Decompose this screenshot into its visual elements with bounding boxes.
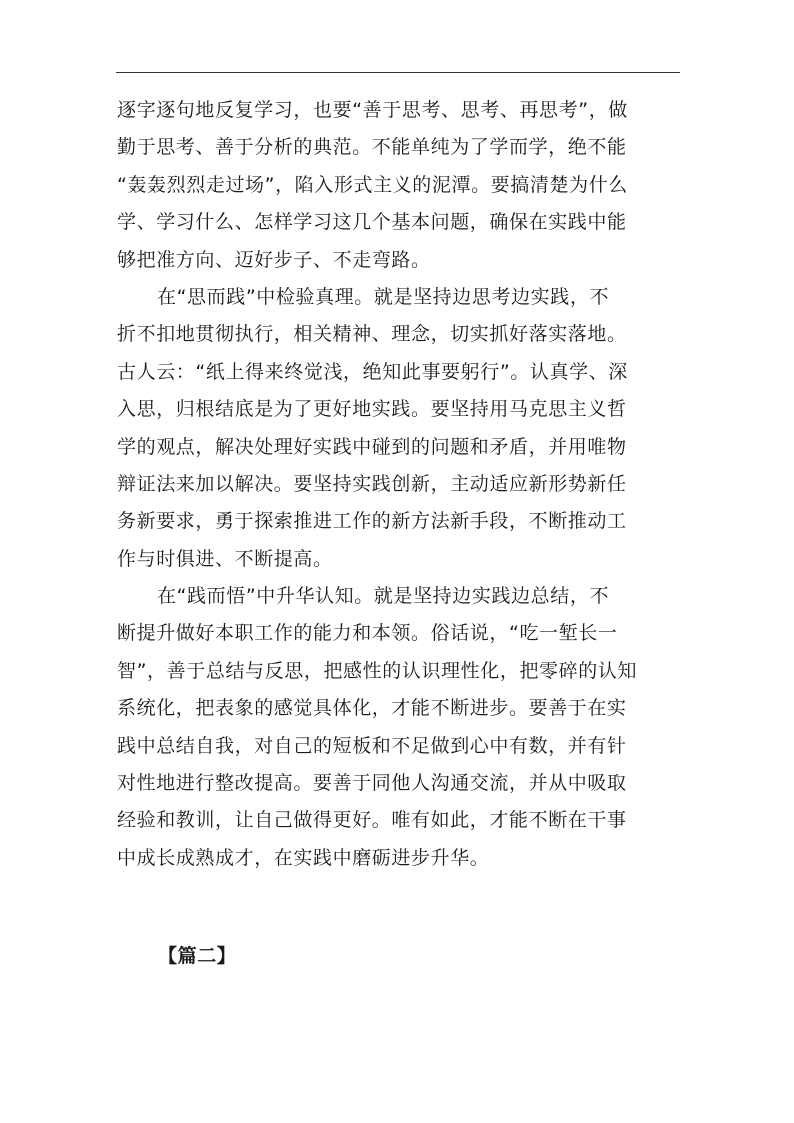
paragraph-line: 智”，善于总结与反思，把感性的认识理性化，把零碎的认知 <box>117 659 638 682</box>
paragraph-3 <box>117 578 682 877</box>
paragraph-line: 在“践而悟”中升华认知。就是坚持边实践边总结，不 <box>157 585 610 608</box>
paragraph-line: 务新要求，勇于探索推进工作的新方法新手段，不断推动工 <box>117 510 627 533</box>
paragraph-line: 践中总结自我，对自己的短板和不足做到心中有数，并有针 <box>117 734 627 757</box>
paragraph-2 <box>117 279 682 578</box>
paragraph-line: 系统化，把表象的感觉具体化，才能不断进步。要善于在实 <box>117 697 627 720</box>
paragraph-line: 古人云：“纸上得来终觉浅，绝知此事要躬行”。认真学、深 <box>117 360 628 383</box>
paragraph-line: 入思，归根结底是为了更好地实践。要坚持用马克思主义哲 <box>117 398 627 421</box>
paragraph-line: 学的观点，解决处理好实践中碰到的问题和矛盾，并用唯物 <box>117 435 627 458</box>
body-text <box>117 92 682 877</box>
paragraph-1 <box>117 92 682 279</box>
paragraph-line: 折不扣地贯彻执行，相关精神、理念，切实抓好落实落地。 <box>117 323 627 346</box>
header-rule <box>116 72 680 73</box>
paragraph-line: 断提升做好本职工作的能力和本领。俗话说，“吃一堑长一 <box>117 622 618 645</box>
paragraph-line: 中成长成熟成才，在实践中磨砺进步升华。 <box>117 846 490 869</box>
paragraph-line: 辩证法来加以解决。要坚持实践创新，主动适应新形势新任 <box>117 472 627 495</box>
paragraph-line: 经验和教训，让自己做得更好。唯有如此，才能不断在干事 <box>117 809 627 832</box>
paragraph-line: 勤于思考、善于分析的典范。不能单纯为了学而学，绝不能 <box>117 136 627 159</box>
paragraph-line: 在“思而践”中检验真理。就是坚持边思考边实践，不 <box>157 285 610 308</box>
paragraph-line: 对性地进行整改提高。要善于同他人沟通交流，并从中吸取 <box>117 772 627 795</box>
paragraph-line: “轰轰烈烈走过场”，陷入形式主义的泥潭。要搞清楚为什么 <box>117 173 628 196</box>
paragraph-line: 作与时俱进、不断提高。 <box>117 547 333 570</box>
section-heading: 【篇二】 <box>158 945 237 967</box>
paragraph-line: 逐字逐句地反复学习，也要“善于思考、思考、再思考”，做 <box>117 99 628 121</box>
paragraph-line: 学、学习什么、怎样学习这几个基本问题，确保在实践中能 <box>117 211 627 234</box>
paragraph-line: 够把准方向、迈好步子、不走弯路。 <box>117 248 431 271</box>
